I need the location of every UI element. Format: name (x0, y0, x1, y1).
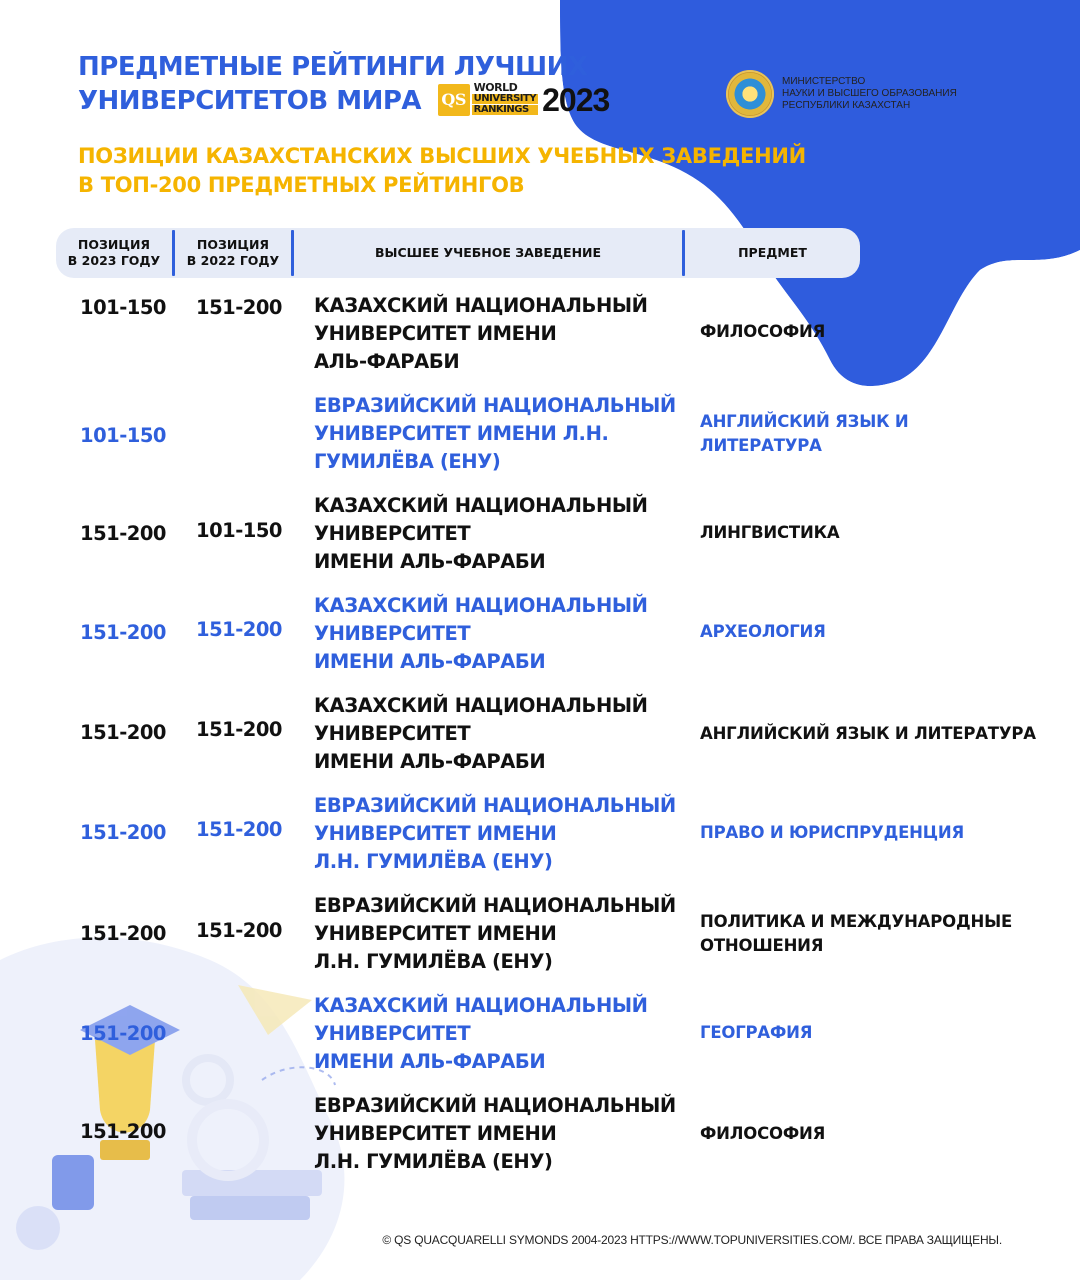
subject-name-line: ОТНОШЕНИЯ (700, 936, 824, 955)
position-2023: 101-150 (80, 296, 167, 319)
subject-name (700, 620, 826, 644)
university-name-line: УНИВЕРСИТЕТ (314, 722, 471, 745)
university-name-line: УНИВЕРСИТЕТ ИМЕНИ Л.Н. (314, 422, 609, 445)
university-name-line: УНИВЕРСИТЕТ (314, 522, 471, 545)
table-row (0, 292, 1080, 392)
position-2023: 151-200 (80, 821, 167, 844)
position-2023: 151-200 (80, 522, 167, 545)
qs-mark: QS (438, 84, 470, 116)
subject-name (700, 910, 1012, 958)
position-2023: 151-200 (80, 721, 167, 744)
table-row (0, 892, 1080, 992)
university-name (314, 992, 648, 1076)
university-name-line: ИМЕНИ АЛЬ-ФАРАБИ (314, 750, 546, 773)
position-2023: 151-200 (80, 1022, 167, 1045)
table-row (0, 392, 1080, 492)
university-name-line: ЕВРАЗИЙСКИЙ НАЦИОНАЛЬНЫЙ (314, 894, 676, 917)
university-name-line: УНИВЕРСИТЕТ (314, 622, 471, 645)
subject-name-line: АНГЛИЙСКИЙ ЯЗЫК И (700, 412, 909, 431)
subject-name-line: ПОЛИТИКА И МЕЖДУНАРОДНЫЕ (700, 912, 1013, 931)
qs-word-world: WORLD (473, 81, 518, 94)
university-name-line: Л.Н. ГУМИЛЁВА (ЕНУ) (314, 1150, 553, 1173)
university-name (314, 392, 676, 476)
table-row (0, 692, 1080, 792)
table-row (0, 592, 1080, 692)
position-2023: 101-150 (80, 424, 167, 447)
subject-name (700, 1021, 812, 1045)
subject-name-line: ФИЛОСОФИЯ (700, 1124, 826, 1143)
column-header-pos2022-line2: В 2022 ГОДУ (186, 253, 280, 268)
table-row (0, 992, 1080, 1092)
position-2022: 151-200 (196, 818, 283, 841)
subject-name (700, 410, 909, 458)
subtitle-line-2: В ТОП-200 ПРЕДМЕТНЫХ РЕЙТИНГОВ (78, 173, 525, 197)
university-name-line: Л.Н. ГУМИЛЁВА (ЕНУ) (314, 950, 553, 973)
university-name-line: УНИВЕРСИТЕТ ИМЕНИ (314, 1122, 557, 1145)
qs-word-rankings: RANKINGS (472, 105, 538, 115)
university-name-line: ЕВРАЗИЙСКИЙ НАЦИОНАЛЬНЫЙ (314, 1094, 676, 1117)
university-name-line: КАЗАХСКИЙ НАЦИОНАЛЬНЫЙ (314, 594, 648, 617)
title-line-2-text: УНИВЕРСИТЕТОВ МИРА (78, 86, 422, 116)
subject-name-line: ГЕОГРАФИЯ (700, 1023, 813, 1042)
qs-year: 2023 (542, 81, 610, 118)
copyright-footer: © QS QUACQUARELLI SYMONDS 2004-2023 HTTPS://WWW.TOPUNIVERSITIES.COM/. ВСЕ ПРАВА ЗАЩИЩЕНЫ. (382, 1233, 1002, 1247)
position-2022: 151-200 (196, 718, 283, 741)
subject-name-line: ЛИТЕРАТУРА (700, 436, 822, 455)
subject-name (700, 521, 839, 545)
university-name-line: ИМЕНИ АЛЬ-ФАРАБИ (314, 1050, 546, 1073)
university-name-line: УНИВЕРСИТЕТ ИМЕНИ (314, 922, 557, 945)
column-header-pos2023-line1: ПОЗИЦИЯ (77, 237, 151, 252)
title-line-1: ПРЕДМЕТНЫЕ РЕЙТИНГИ ЛУЧШИХ (78, 52, 588, 82)
column-header-subject: ПРЕДМЕТ (738, 245, 807, 260)
subject-name (700, 722, 1036, 746)
university-name (314, 592, 648, 676)
subject-name (700, 320, 825, 344)
university-name-line: КАЗАХСКИЙ НАЦИОНАЛЬНЫЙ (314, 294, 648, 317)
university-name (314, 292, 648, 376)
position-2023: 151-200 (80, 1120, 167, 1143)
university-name (314, 892, 676, 976)
university-name (314, 792, 676, 876)
table-row (0, 1092, 1080, 1192)
subject-name-line: ПРАВО И ЮРИСПРУДЕНЦИЯ (700, 823, 964, 842)
ministry-line-3: РЕСПУБЛИКИ КАЗАХСТАН (782, 100, 911, 111)
position-2023: 151-200 (80, 922, 167, 945)
subtitle-line-1: ПОЗИЦИИ КАЗАХСТАНСКИХ ВЫСШИХ УЧЕБНЫХ ЗАВЕДЕНИЙ (78, 144, 806, 168)
column-header-pos2023-line2: В 2023 ГОДУ (67, 253, 161, 268)
university-name (314, 692, 648, 776)
university-name (314, 1092, 676, 1176)
position-2022: 151-200 (196, 919, 283, 942)
position-2023: 151-200 (80, 621, 167, 644)
position-2022: 151-200 (196, 296, 283, 319)
university-name-line: Л.Н. ГУМИЛЁВА (ЕНУ) (314, 850, 553, 873)
subject-name-line: ФИЛОСОФИЯ (700, 322, 826, 341)
position-2022: 151-200 (196, 618, 283, 641)
ministry-line-2: НАУКИ И ВЫСШЕГО ОБРАЗОВАНИЯ (782, 88, 957, 99)
subject-name (700, 1122, 825, 1146)
column-header-university: ВЫСШЕЕ УЧЕБНОЕ ЗАВЕДЕНИЕ (374, 245, 602, 260)
university-name (314, 492, 648, 576)
university-name-line: ЕВРАЗИЙСКИЙ НАЦИОНАЛЬНЫЙ (314, 794, 676, 817)
table-row (0, 792, 1080, 892)
university-name-line: ИМЕНИ АЛЬ-ФАРАБИ (314, 650, 546, 673)
subject-name-line: АРХЕОЛОГИЯ (700, 622, 826, 641)
university-name-line: ГУМИЛЁВА (ЕНУ) (314, 450, 501, 473)
university-name-line: УНИВЕРСИТЕТ ИМЕНИ (314, 322, 557, 345)
position-2022: 101-150 (196, 519, 283, 542)
university-name-line: КАЗАХСКИЙ НАЦИОНАЛЬНЫЙ (314, 994, 648, 1017)
ministry-line-1: МИНИСТЕРСТВО (782, 76, 866, 87)
university-name-line: УНИВЕРСИТЕТ ИМЕНИ (314, 822, 557, 845)
university-name-line: ЕВРАЗИЙСКИЙ НАЦИОНАЛЬНЫЙ (314, 394, 676, 417)
university-name-line: ИМЕНИ АЛЬ-ФАРАБИ (314, 550, 546, 573)
university-name-line: КАЗАХСКИЙ НАЦИОНАЛЬНЫЙ (314, 494, 648, 517)
table-row (0, 492, 1080, 592)
university-name-line: КАЗАХСКИЙ НАЦИОНАЛЬНЫЙ (314, 694, 648, 717)
column-header-pos2022-line1: ПОЗИЦИЯ (196, 237, 270, 252)
university-name-line: УНИВЕРСИТЕТ (314, 1022, 471, 1045)
subject-name-line: АНГЛИЙСКИЙ ЯЗЫК И ЛИТЕРАТУРА (700, 724, 1036, 743)
university-name-line: АЛЬ-ФАРАБИ (314, 350, 460, 373)
subject-name (700, 821, 964, 845)
subject-name-line: ЛИНГВИСТИКА (700, 523, 840, 542)
qs-word-university: UNIVERSITY (473, 93, 537, 104)
